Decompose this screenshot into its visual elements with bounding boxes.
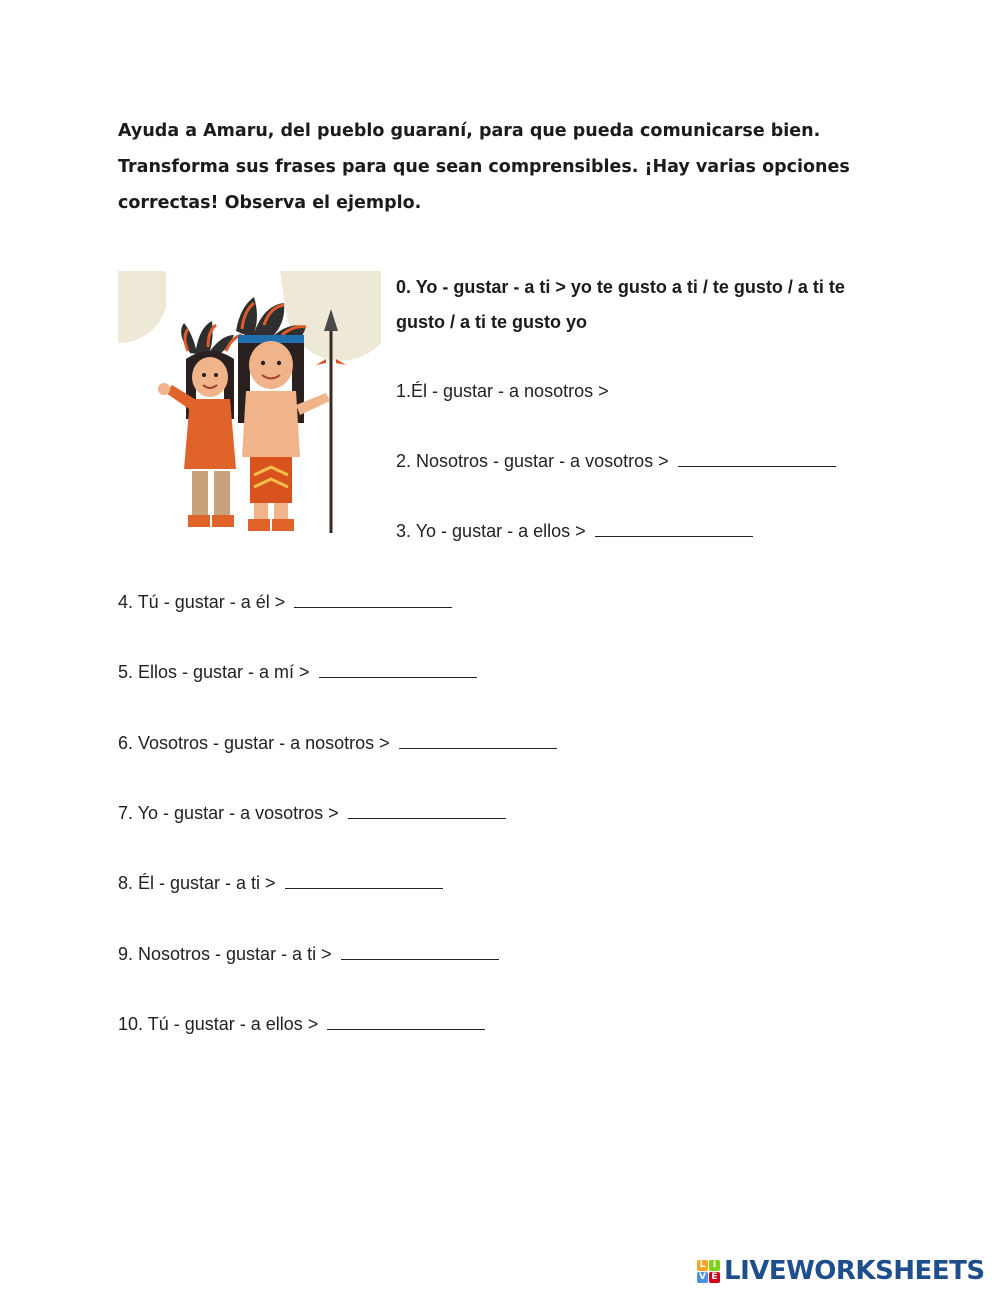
exercise-3 <box>396 519 753 543</box>
exercise-4 <box>118 590 452 614</box>
instructions-line-2: Transforma sus frases para que sean comprensibles. ¡Hay varias opciones <box>118 157 850 177</box>
exercise-9-answer-blank[interactable] <box>341 943 499 960</box>
exercise-5-answer-blank[interactable] <box>319 661 477 678</box>
logo-letter-e: E <box>709 1272 720 1283</box>
example <box>396 270 886 340</box>
exercise-2-answer-blank[interactable] <box>678 450 836 467</box>
exercise-9-prompt: 9. Nosotros - gustar - a ti > <box>118 944 332 964</box>
exercise-2-prompt: 2. Nosotros - gustar - a vosotros > <box>396 451 669 471</box>
exercise-8 <box>118 871 443 895</box>
logo-letter-i: I <box>709 1260 720 1271</box>
logo-text: LIVEWORKSHEETS <box>724 1256 985 1286</box>
exercise-4-answer-blank[interactable] <box>294 591 452 608</box>
exercise-10 <box>118 1012 485 1036</box>
liveworksheets-logo-icon <box>697 1260 720 1283</box>
liveworksheets-logo <box>697 1256 985 1286</box>
exercise-7-prompt: 7. Yo - gustar - a vosotros > <box>118 803 339 823</box>
exercise-6 <box>118 731 557 755</box>
exercise-3-prompt: 3. Yo - gustar - a ellos > <box>396 521 586 541</box>
exercise-1-prompt: 1.Él - gustar - a nosotros > <box>396 381 609 401</box>
indigenous-children-illustration <box>118 271 381 541</box>
logo-letter-l: L <box>697 1260 708 1271</box>
exercise-10-prompt: 10. Tú - gustar - a ellos > <box>118 1014 319 1034</box>
exercise-9 <box>118 942 499 966</box>
exercise-2 <box>396 449 836 473</box>
instructions <box>118 113 898 221</box>
logo-letter-v: V <box>697 1272 708 1283</box>
exercise-5-prompt: 5. Ellos - gustar - a mí > <box>118 662 310 682</box>
exercise-7 <box>118 801 506 825</box>
example-line-1: 0. Yo - gustar - a ti > yo te gusto a ti / te gusto / a ti te <box>396 277 845 297</box>
exercise-10-answer-blank[interactable] <box>327 1013 485 1030</box>
exercise-3-answer-blank[interactable] <box>595 520 753 537</box>
exercise-7-answer-blank[interactable] <box>348 802 506 819</box>
exercise-1 <box>396 379 609 403</box>
instructions-line-3: correctas! Observa el ejemplo. <box>118 193 422 213</box>
exercise-4-prompt: 4. Tú - gustar - a él > <box>118 592 286 612</box>
exercise-8-prompt: 8. Él - gustar - a ti > <box>118 873 276 893</box>
exercise-8-answer-blank[interactable] <box>285 872 443 889</box>
exercise-5 <box>118 660 477 684</box>
exercise-6-prompt: 6. Vosotros - gustar - a nosotros > <box>118 733 390 753</box>
exercise-6-answer-blank[interactable] <box>399 732 557 749</box>
example-line-2: gusto / a ti te gusto yo <box>396 312 588 332</box>
instructions-line-1: Ayuda a Amaru, del pueblo guaraní, para que pueda comunicarse bien. <box>118 121 821 141</box>
